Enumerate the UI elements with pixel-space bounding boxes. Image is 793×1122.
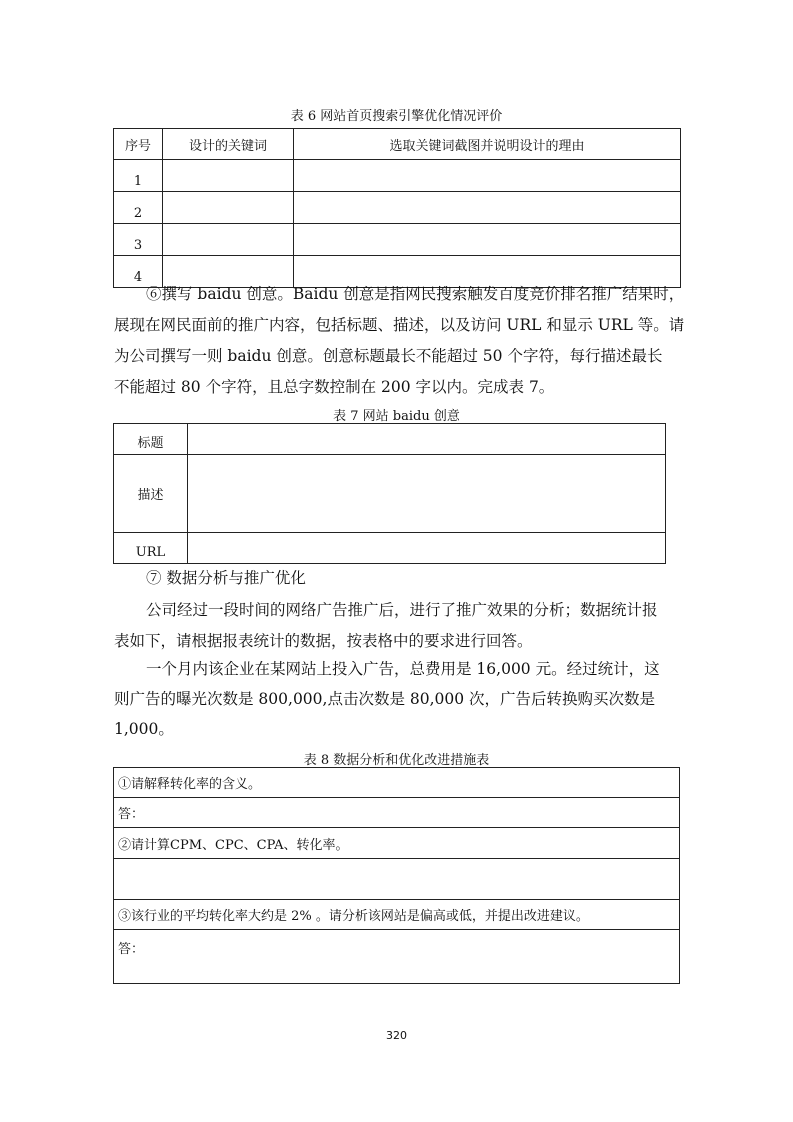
table7-label-description: 描述	[114, 455, 188, 533]
section7-para2-line-2: 则广告的曝光次数是 800,000,点击次数是 80,000 次，广告后转换购买次数是	[114, 690, 656, 708]
table-row	[114, 224, 681, 256]
table8-answer-1[interactable]: 答：	[114, 798, 680, 828]
table6-row-number: 2	[114, 192, 163, 224]
table6-keyword-cell[interactable]	[163, 192, 294, 224]
para6-line-4: 不能超过 80 个字符，且总字数控制在 200 字以内。完成表 7。	[114, 378, 555, 396]
table-row	[114, 900, 680, 930]
section7-heading: ⑦ 数据分析与推广优化	[146, 569, 306, 587]
table6-header-index: 序号	[114, 129, 163, 160]
table-row	[114, 424, 666, 455]
table7-label-title: 标题	[114, 424, 188, 455]
page-number: 320	[386, 1029, 407, 1042]
table8-question-2: ②请计算CPM、CPC、CPA、转化率。	[114, 828, 680, 859]
table-row	[114, 768, 680, 798]
table8-answer-3[interactable]: 答：	[114, 930, 680, 984]
para6-line-2: 展现在网民面前的推广内容，包括标题、描述，以及访问 URL 和显示 URL 等。请	[114, 316, 685, 334]
table-row	[114, 533, 666, 564]
table7-description-cell[interactable]	[188, 455, 666, 533]
table6-reason-cell[interactable]	[294, 224, 681, 256]
table6-header-keyword: 设计的关键词	[163, 129, 294, 160]
table-row	[114, 859, 680, 900]
table8-answer-2[interactable]	[114, 859, 680, 900]
table7	[113, 423, 666, 564]
table8-question-3: ③该行业的平均转化率大约是 2% 。请分析该网站是偏高或低，并提出改进建议。	[114, 900, 680, 930]
section7-para1-line-1: 公司经过一段时间的网络广告推广后，进行了推广效果的分析；数据统计报	[146, 601, 658, 619]
table7-label-url: URL	[114, 533, 188, 564]
table8	[113, 767, 680, 984]
table6-row-number: 1	[114, 160, 163, 192]
table-row	[114, 192, 681, 224]
table-row	[114, 798, 680, 828]
section7-para2-line-3: 1,000。	[114, 720, 174, 738]
section7-para1-line-2: 表如下，请根据报表统计的数据，按表格中的要求进行回答。	[114, 632, 533, 650]
table7-url-cell[interactable]	[188, 533, 666, 564]
table-row	[114, 930, 680, 984]
table7-title-cell[interactable]	[188, 424, 666, 455]
table7-caption: 表 7 网站 baidu 创意	[333, 409, 460, 424]
table8-caption: 表 8 数据分析和优化改进措施表	[303, 753, 490, 768]
table-row	[114, 455, 666, 533]
table6-caption: 表 6 网站首页搜索引擎优化情况评价	[290, 109, 503, 124]
table6	[113, 128, 681, 288]
section7-para2-line-1: 一个月内该企业在某网站上投入广告，总费用是 16,000 元。经过统计，这	[146, 660, 660, 678]
table6-row-number: 4	[114, 256, 163, 288]
table-row	[114, 160, 681, 192]
para6-line-3: 为公司撰写一则 baidu 创意。创意标题最长不能超过 50 个字符，每行描述最长	[114, 347, 663, 365]
table8-question-1: ①请解释转化率的含义。	[114, 768, 680, 798]
table6-header-row	[114, 129, 681, 160]
table6-keyword-cell[interactable]	[163, 160, 294, 192]
para6-line-1: ⑥撰写 baidu 创意。Baidu 创意是指网民搜索触发百度竞价排名推广结果时，	[146, 285, 685, 303]
table6-reason-cell[interactable]	[294, 160, 681, 192]
table6-header-reason: 选取关键词截图并说明设计的理由	[294, 129, 681, 160]
table6-reason-cell[interactable]	[294, 192, 681, 224]
table6-keyword-cell[interactable]	[163, 224, 294, 256]
table-row	[114, 828, 680, 859]
table6-row-number: 3	[114, 224, 163, 256]
